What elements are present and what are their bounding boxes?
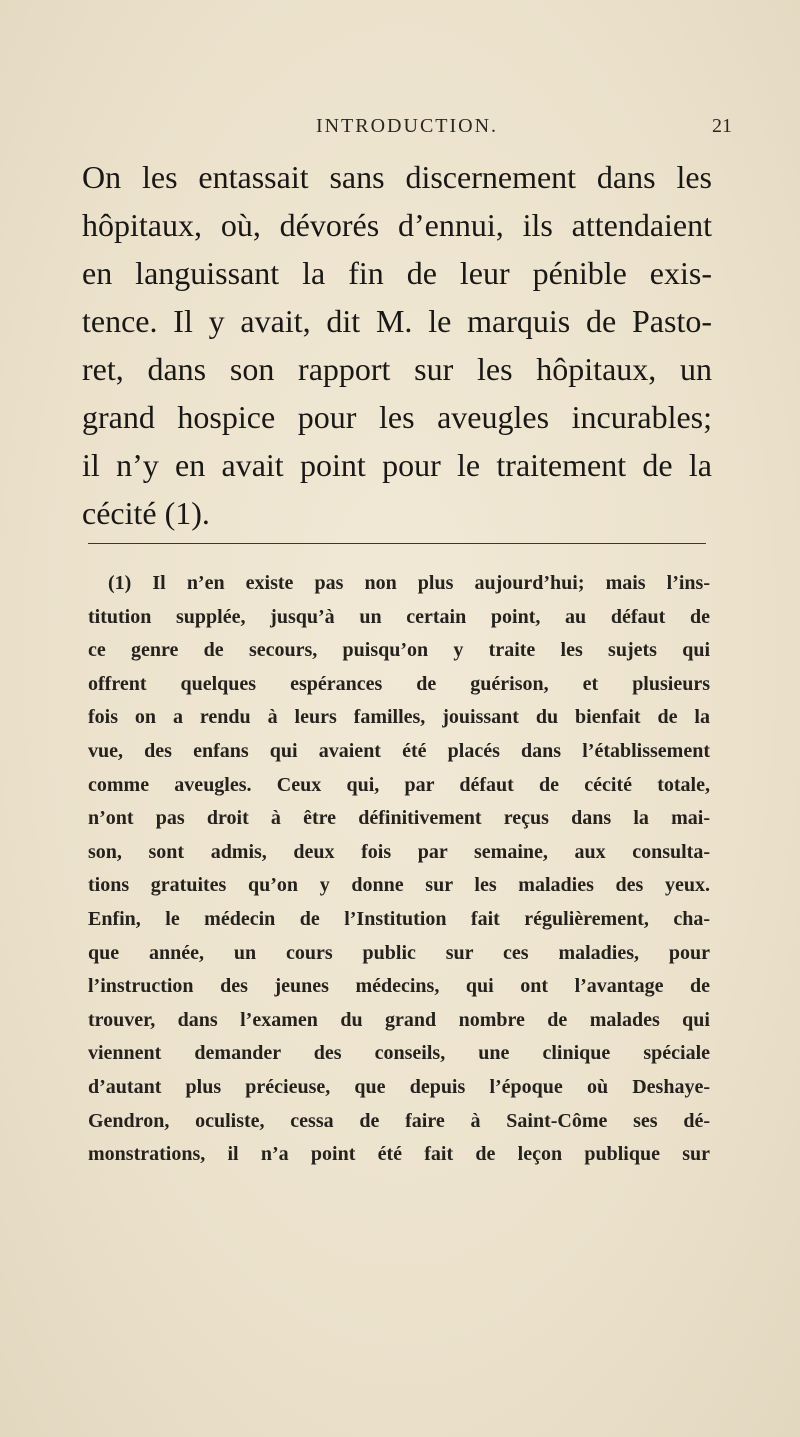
footnote-line: ce genre de secours, puisqu’on y traite les sujets qui: [88, 639, 710, 662]
footnote-line: n’ont pas droit à être définitivement reçus dans la mai-: [88, 807, 710, 830]
footnote-line: trouver, dans l’examen du grand nombre de malades qui: [88, 1008, 710, 1031]
footnote-line: Gendron, oculiste, cessa de faire à Saint-Côme ses dé-: [88, 1109, 710, 1132]
footnote-line: que année, un cours public sur ces maladies, pour: [88, 941, 710, 964]
footnote-line: (1) Il n’en existe pas non plus aujourd’hui; mais l’ins-: [108, 572, 710, 594]
main-text-line: grand hospice pour les aveugles incurables;: [82, 399, 712, 435]
running-title: INTRODUCTION.: [315, 115, 499, 137]
footnote-line: fois on a rendu à leurs familles, jouissant du bienfait de la: [88, 706, 710, 729]
footnote-line: son, sont admis, deux fois par semaine, aux consulta-: [88, 840, 710, 863]
main-text-line: cécité (1).: [82, 495, 210, 531]
footnote-line: viennent demander des conseils, une clinique spéciale: [88, 1042, 710, 1065]
footnote-line: offrent quelques espérances de guérison, et plusieurs: [88, 672, 710, 695]
main-text-line: tence. Il y avait, dit M. le marquis de Pasto-: [82, 303, 712, 339]
footnote: [88, 567, 710, 1172]
footnote-line: l’instruction des jeunes médecins, qui ont l’avantage de: [88, 975, 710, 998]
main-text-line: ret, dans son rapport sur les hôpitaux, un: [82, 351, 712, 387]
footnote-line: tions gratuites qu’on y donne sur les maladies des yeux.: [88, 874, 710, 897]
main-text-line: il n’y en avait point pour le traitement de la: [82, 447, 712, 483]
footnote-line: monstrations, il n’a point été fait de leçon publique sur: [88, 1143, 710, 1166]
footnote-line: Enfin, le médecin de l’Institution fait régulièrement, cha-: [88, 907, 710, 930]
main-text-line: en languissant la fin de leur pénible exis-: [82, 255, 712, 291]
footnote-line: d’autant plus précieuse, que depuis l’époque où Deshaye-: [88, 1075, 710, 1098]
footnote-line: comme aveugles. Ceux qui, par défaut de cécité totale,: [88, 773, 710, 796]
page-header: [82, 115, 732, 143]
main-text-line: hôpitaux, où, dévorés d’ennui, ils attendaient: [82, 207, 712, 243]
main-text: [82, 153, 712, 537]
footnote-separator-rule: [88, 543, 706, 544]
footnote-line: titution supplée, jusqu’à un certain point, au défaut de: [88, 605, 710, 628]
footnote-line: vue, des enfans qui avaient été placés dans l’établissement: [88, 739, 710, 762]
main-text-line: On les entassait sans discernement dans les: [82, 159, 712, 195]
page-number: 21: [712, 115, 732, 137]
